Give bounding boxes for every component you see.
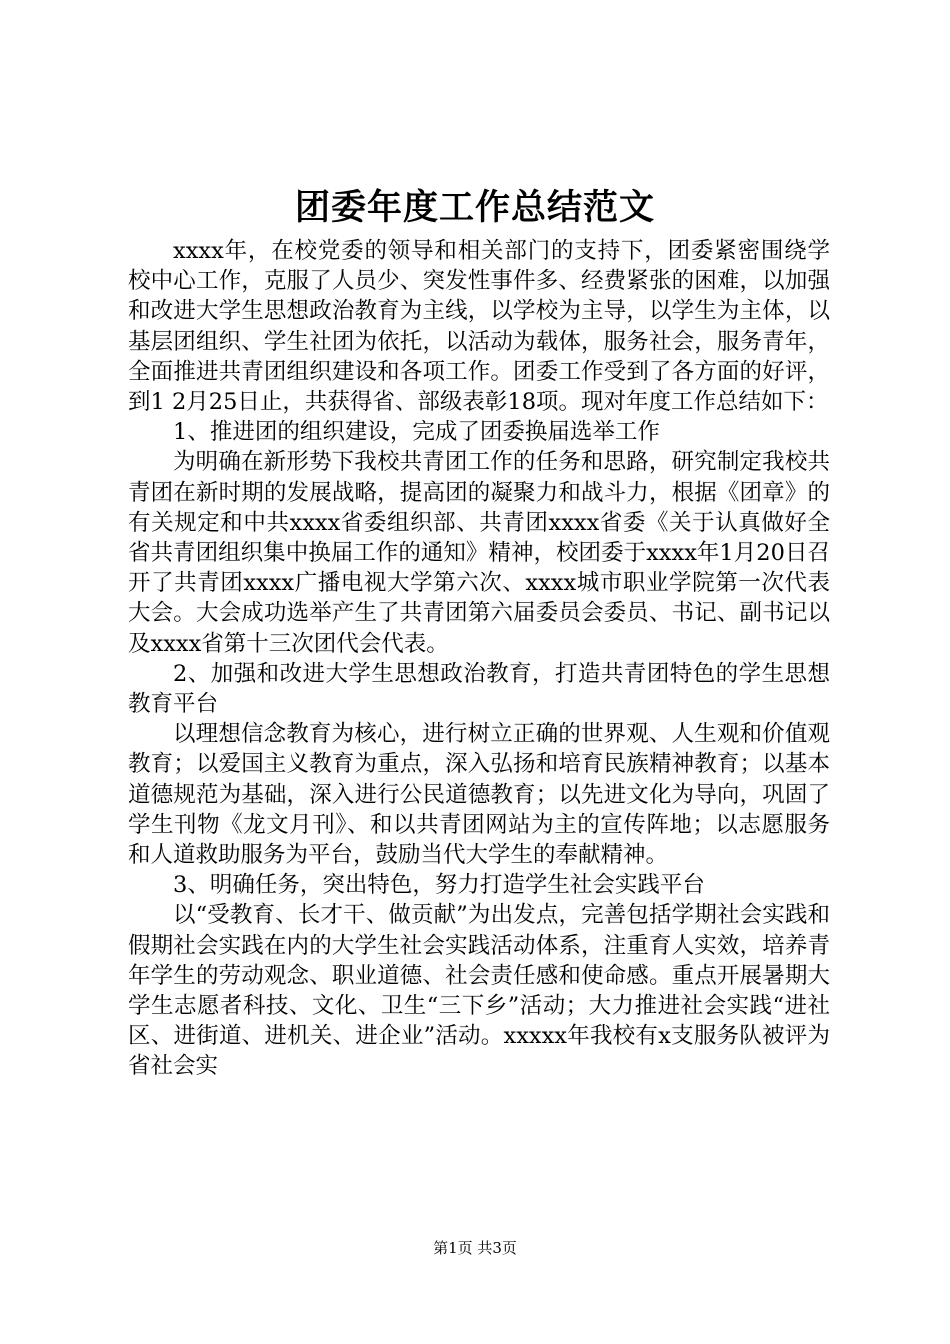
section-1-paragraph: 为明确在新形势下我校共青团工作的任务和思路，研究制定我校共青团在新时期的发展战略，提高团的凝聚力和战斗力，根据《团章》的有关规定和中共xxxx省委组织部、共青团xxxx省委《关于认真做好全省共青团组织集中换届工作的通知》精神，校团委于xxxx年1月20日召开了共青团xxxx广播电视大学第六次、xxxx城市职业学院第一次代表大会。大会成功选举产生了共青团第六届委员会委员、书记、副书记以及xxxx省第十三次团代会代表。	[128, 449, 830, 657]
section-2-heading: 2、加强和改进大学生思想政治教育，打造共青团特色的学生思想教育平台	[128, 660, 830, 718]
section-3-paragraph: 以“受教育、长才干、做贡献”为出发点，完善包括学期社会实践和假期社会实践在内的大学生社会实践活动体系，注重育人实效，培养青年学生的劳动观念、职业道德、社会责任感和使命感。重点开展暑期大学生志愿者科技、文化、卫生“三下乡”活动；大力推进社会实践“进社区、进街道、进机关、进企业”活动。xxxxx年我校有x支服务队被评为省社会实	[128, 902, 830, 1080]
intro-paragraph: xxxx年，在校党委的领导和相关部门的支持下，团委紧密围绕学校中心工作，克服了人员少、突发性事件多、经费紧张的困难，以加强和改进大学生思想政治教育为主线，以学校为主导，以学生为主体，以基层团组织、学生社团为依托，以活动为载体，服务社会，服务青年，全面推进共青团组织建设和各项工作。团委工作受到了各方面的好评，到1 2月25日止，共获得省、部级表彰18项。现对年度工作总结如下：	[128, 238, 830, 416]
section-2-paragraph: 以理想信念教育为核心，进行树立正确的世界观、人生观和价值观教育；以爱国主义教育为重点，深入弘扬和培育民族精神教育；以基本道德规范为基础，深入进行公民道德教育；以先进文化为导向，巩固了学生刊物《龙文月刊》、和以共青团网站为主的宣传阵地；以志愿服务和人道救助服务为平台，鼓励当代大学生的奉献精神。	[128, 721, 830, 869]
document-body	[128, 236, 830, 1082]
page-footer: 第1页 共3页	[433, 1239, 517, 1257]
document-title: 团委年度工作总结范文	[294, 187, 655, 228]
section-1-heading: 1、推进团的组织建设，完成了团委换届选举工作	[173, 419, 660, 446]
section-3-heading: 3、明确任务，突出特色，努力打造学生社会实践平台	[173, 872, 705, 899]
